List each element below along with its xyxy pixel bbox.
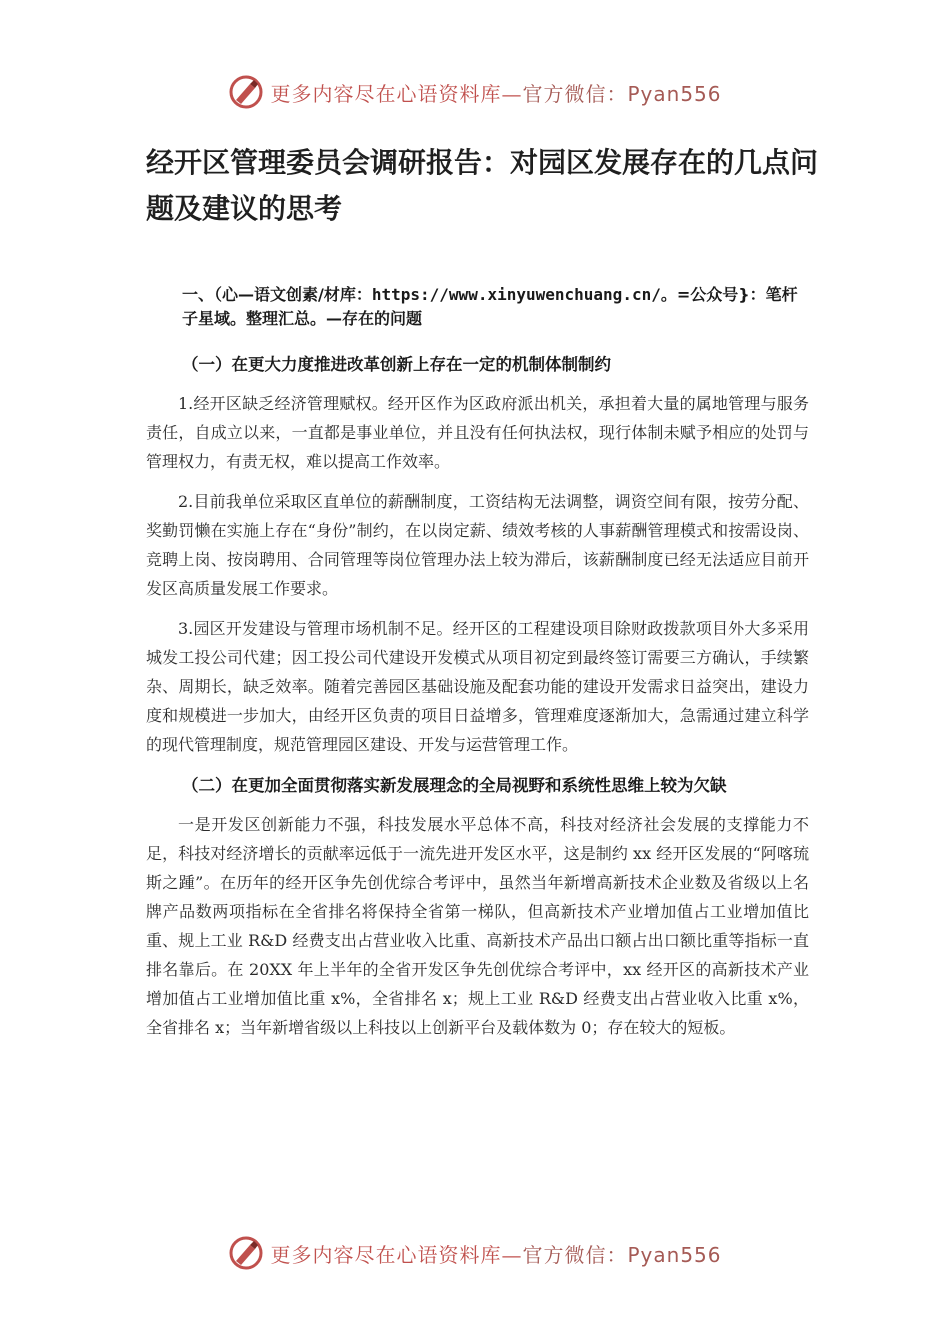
sub-heading-2: （二）在更加全面贯彻落实新发展理念的全局视野和系统性思维上较为欠缺	[182, 776, 727, 795]
paragraph: 2.目前我单位采取区直单位的薪酬制度，工资结构无法调整，调资空间有限，按劳分配、奖勤罚懒在实施上存在“身份”制约，在以岗定薪、绩效考核的人事薪酬管理模式和按需设岗、竞聘上岗、按岗聘用、合同管理等岗位管理办法上较为滞后，该薪酬制度已经无法适应目前开发区高质量发展工作要求。	[146, 492, 809, 598]
pen-logo-icon	[228, 74, 264, 110]
banner-text	[270, 78, 721, 107]
banner-wechat-label: 官方微信：	[522, 1242, 628, 1267]
banner-dash: —	[501, 81, 523, 106]
banner-brand: 更多内容尽在心语资料库	[270, 81, 502, 106]
paragraph: 1.经开区缺乏经济管理赋权。经开区作为区政府派出机关，承担着大量的属地管理与服务责任，自成立以来，一直都是事业单位，并且没有任何执法权，现行体制未赋予相应的处罚与管理权力，有责无权，难以提高工作效率。	[146, 394, 809, 471]
paragraph: 3.园区开发建设与管理市场机制不足。经开区的工程建设项目除财政拨款项目外大多采用城发工投公司代建；因工投公司代建设开发模式从项目初定到最终签订需要三方确认，手续繁杂、周期长，缺乏效率。随着完善园区基础设施及配套功能的建设开发需求日益突出，建设力度和规模进一步加大，由经开区负责的项目日益增多，管理难度逐渐加大，急需通过建立科学的现代管理制度，规范管理园区建设、开发与运营管理工作。	[146, 619, 809, 754]
banner-wechat-id: Pyan556	[627, 1242, 722, 1267]
banner-wechat-label: 官方微信：	[522, 81, 628, 106]
banner-text	[270, 1239, 721, 1268]
section-heading-1	[146, 283, 809, 331]
source-url: https://www.xinyuwenchuang.cn/	[371, 285, 661, 304]
header-banner	[0, 72, 950, 112]
banner-brand: 更多内容尽在心语资料库	[270, 1242, 502, 1267]
document-title: 经开区管理委员会调研报告：对园区发展存在的几点问题及建议的思考	[146, 146, 819, 225]
section-heading-suffix: 。=公众号}：笔杆子星域。整理汇总。—存在的问题	[182, 285, 798, 328]
banner-wechat-id: Pyan556	[627, 81, 722, 106]
sub-heading-1: （一）在更大力度推进改革创新上存在一定的机制体制制约	[182, 355, 611, 374]
banner-dash: —	[501, 1242, 523, 1267]
paragraph: 一是开发区创新能力不强，科技发展水平总体不高，科技对经济社会发展的支撑能力不足，科技对经济增长的贡献率远低于一流先进开发区水平，这是制约 xx 经开区发展的“阿喀琉斯之踵”。在历年的经开区争先创优综合考评中，虽然当年新增高新技术企业数及省级以上名牌产品数两项指标在全省排名将保持全省第一梯队，但高新技术产业增加值占工业增加值比重、规上工业 R&D 经费支出占营业收入比重、高新技术产品出口额占出口额比重等指标一直排名靠后。在 20XX 年上半年的全省开发区争先创优综合考评中，xx 经开区的高新技术产业增加值占工业增加值比重 x%，全省排名 x；规上工业 R&D 经费支出占营业收入比重 x%，全省排名 x；当年新增省级以上科技以上创新平台及载体数为 0；存在较大的短板。	[146, 815, 809, 1037]
pen-logo-icon	[228, 1235, 264, 1271]
footer-banner	[0, 1233, 950, 1273]
section-heading-prefix: 一、（心—语文创素/材库：	[182, 285, 372, 304]
document-body	[146, 283, 809, 1053]
